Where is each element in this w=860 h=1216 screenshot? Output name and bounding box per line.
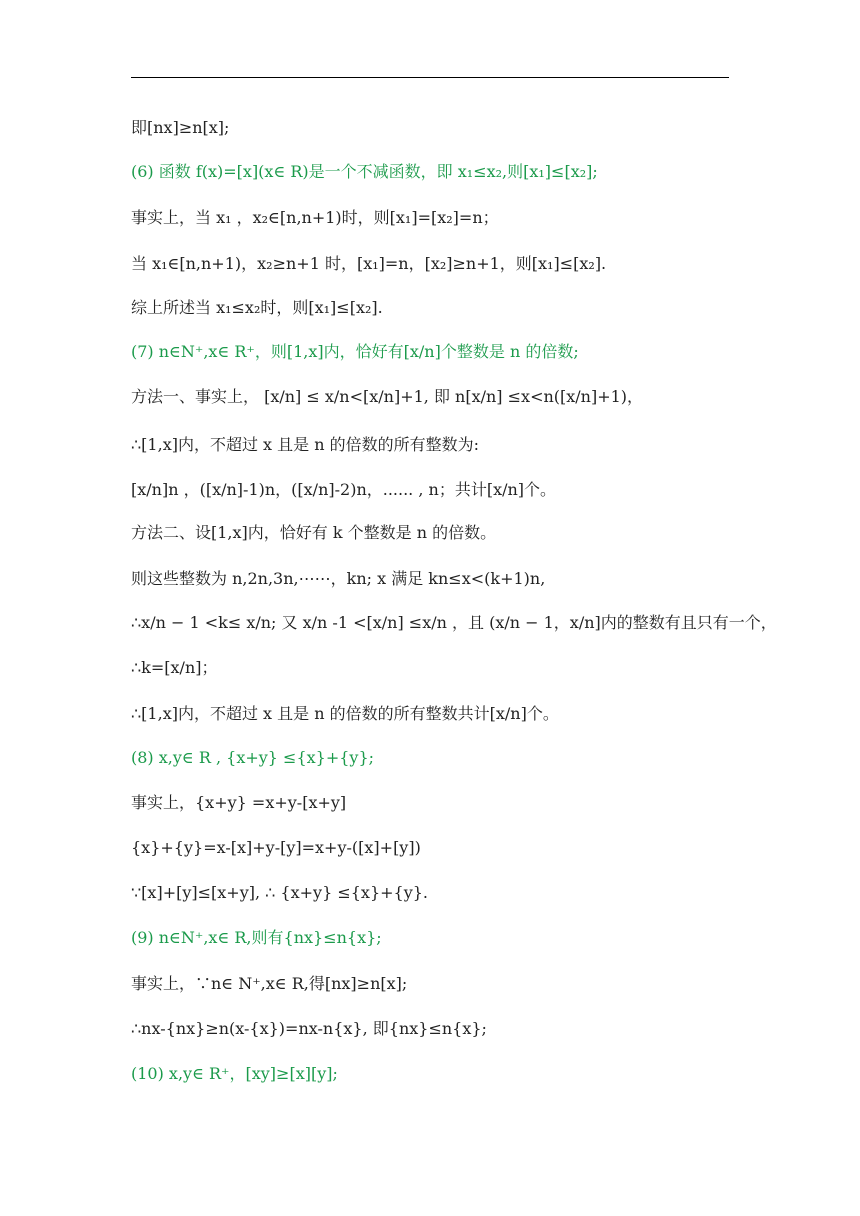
line-text: ∴[1,x]内，不超过 x 且是 n 的倍数的所有整数为: — [131, 435, 480, 454]
text-line-11 — [131, 568, 545, 590]
header-rule — [131, 77, 729, 78]
text-line-15 — [131, 747, 374, 769]
line-text: (7) n∈N⁺,x∈ R⁺，则[1,x]内，恰好有[x/n]个整数是 n 的倍数; — [131, 342, 579, 361]
text-line-16 — [131, 792, 346, 814]
text-line-7 — [131, 386, 643, 408]
line-text: (9) n∈N⁺,x∈ R,则有{nx}≤n{x}; — [131, 928, 382, 947]
text-line-14 — [131, 703, 559, 725]
text-line-3 — [131, 207, 499, 229]
text-line-10 — [131, 522, 496, 544]
text-line-22 — [131, 1063, 338, 1085]
text-line-12 — [131, 612, 777, 634]
line-text: 事实上，{x+y} =x+y-[x+y] — [131, 793, 347, 812]
line-text: ∵[x]+[y]≤[x+y], ∴ {x+y} ≤{x}+{y}. — [131, 883, 429, 902]
line-text: ∴nx-{nx}≥n(x-{x})=nx-n{x}, 即{nx}≤n{x}; — [131, 1019, 487, 1038]
text-line-6 — [131, 341, 579, 363]
line-text: 方法二、设[1,x]内，恰好有 k 个整数是 n 的倍数。 — [131, 523, 497, 542]
line-text: {x}+{y}=x-[x]+y-[y]=x+y-([x]+[y]) — [131, 838, 421, 857]
text-line-8 — [131, 434, 479, 456]
line-text: 综上所述当 x₁≤x₂时，则[x₁]≤[x₂]. — [131, 298, 383, 317]
line-text: [x/n]n ，([x/n]-1)n，([x/n]-2)n，...... , n；共计[x/n]个。 — [131, 480, 557, 499]
text-line-17 — [131, 837, 421, 859]
line-text: ∴k=[x/n]； — [131, 658, 218, 677]
text-line-19 — [131, 927, 382, 949]
line-text: ∴x/n − 1 <k≤ x/n; 又 x/n -1 <[x/n] ≤x/n ，且 (x/n − 1，x/n]内的整数有且只有一个， — [131, 613, 777, 632]
line-text: 则这些整数为 n,2n,3n,⋯⋯，kn; x 满足 kn≤x<(k+1)n, — [131, 569, 546, 588]
text-line-13 — [131, 657, 218, 679]
text-line-18 — [131, 882, 428, 904]
line-text: (6) 函数 f(x)=[x](x∈ R)是一个不减函数，即 x₁≤x₂,则[x₁]≤[x₂]; — [131, 162, 598, 181]
line-text: 事实上，当 x₁ ，x₂∈[n,n+1)时，则[x₁]=[x₂]=n； — [131, 208, 499, 227]
text-line-1 — [131, 117, 229, 139]
text-line-4 — [131, 253, 606, 275]
text-line-20 — [131, 973, 407, 995]
text-line-2 — [131, 161, 598, 183]
line-text: ∴[1,x]内，不超过 x 且是 n 的倍数的所有整数共计[x/n]个。 — [131, 704, 559, 723]
line-text: 事实上，∵n∈ N⁺,x∈ R,得[nx]≥n[x]; — [131, 974, 408, 993]
line-text: 即[nx]≥n[x]; — [131, 118, 230, 137]
line-text: (8) x,y∈ R , {x+y} ≤{x}+{y}; — [131, 748, 375, 767]
text-line-9 — [131, 479, 556, 501]
line-text: 方法一、事实上， [x/n] ≤ x/n<[x/n]+1, 即 n[x/n] ≤x<n([x/n]+1)， — [131, 387, 644, 406]
line-text: (10) x,y∈ R⁺，[xy]≥[x][y]; — [131, 1064, 338, 1083]
line-text: 当 x₁∈[n,n+1)，x₂≥n+1 时，[x₁]=n，[x₂]≥n+1，则[x₁]≤[x₂]. — [131, 254, 607, 273]
text-line-21 — [131, 1018, 487, 1040]
text-line-5 — [131, 297, 383, 319]
